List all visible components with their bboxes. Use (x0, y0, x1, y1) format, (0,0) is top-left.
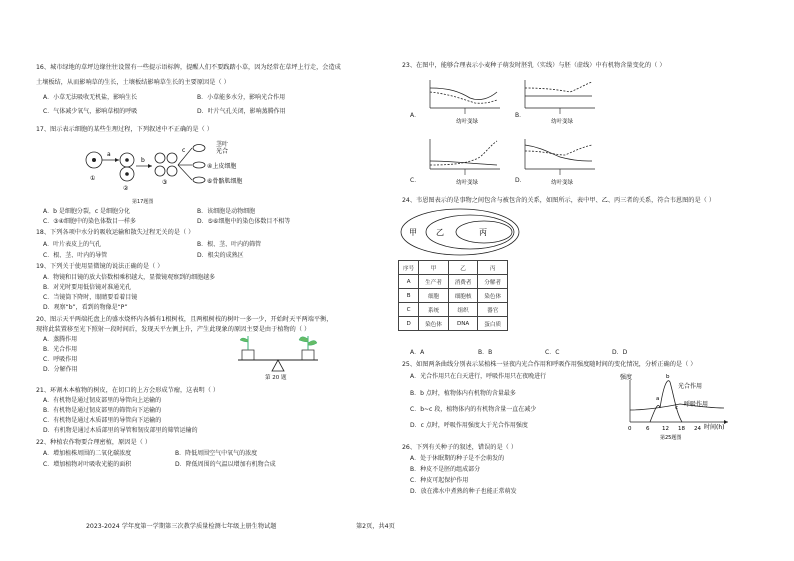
q26-option-d: D．放在沸水中煮熟的种子也能正常萌发 (410, 488, 517, 495)
q20-option-c: C．呼吸作用 (43, 356, 78, 363)
q25-chart (620, 372, 740, 442)
q17-side-label2: 光合 (216, 148, 229, 155)
q23-graph-c-xlabel: 幼叶变绿 (456, 180, 479, 186)
q26-stem: 26、下列有关种子的叙述，错误的是（ ） (402, 444, 518, 451)
q17-label3: ③ (162, 179, 168, 186)
table-cell: 染色体 (478, 289, 508, 303)
table-row (399, 289, 508, 303)
q25-xlabel: 时间(h) (704, 424, 725, 431)
table-cell: 消费者 (448, 275, 478, 289)
q24-label-jia: 甲 (409, 228, 417, 237)
table-cell: C (399, 303, 419, 317)
q23-graph-d (520, 137, 600, 187)
q21-stem: 21、环割木本植物的树皮，在切口的上方会形成节瘤，这表明（ ） (36, 387, 220, 394)
q20-option-d: D．分解作用 (43, 366, 78, 373)
q25-ylabel: 强度 (620, 374, 633, 381)
q19-option-c: C．当镜筒下降时，眼睛要看着目镜 (43, 294, 138, 301)
q24-table-header (399, 261, 508, 275)
table-row (399, 275, 508, 289)
table-cell: 细胞 (419, 289, 449, 303)
q25-curve1-label: 光合作用 (678, 383, 703, 390)
q25-tick-24: 24 (694, 426, 701, 432)
q19-option-d: D．观察“b”，看到的物像是“P” (43, 304, 128, 311)
footer-title: 2023-2024 学年度第一学期第三次教学质量检测七年级上册生物试题 (86, 523, 277, 530)
q23-graph-b (520, 78, 600, 126)
q25-option-d: D．c 点时，呼吸作用强度大于光合作用强度 (410, 422, 528, 429)
q17-label2: ② (123, 185, 129, 192)
q24-option-b: B．B (478, 349, 493, 356)
q17-side-label1: 茎叶 (216, 141, 229, 148)
q20-fig-caption: 第 20 题 (265, 375, 287, 381)
q17-option-a: A．b 是细胞分裂，c 是细胞分化 (43, 208, 131, 215)
q19-stem: 19、下列关于使用显微镜的说法正确的是（ ） (36, 263, 164, 270)
table-cell: B (399, 289, 419, 303)
q26-option-b: B．种皮不是胚的组成部分 (410, 466, 481, 473)
q19-option-b: B．对光时要用低倍镜对准通光孔 (43, 284, 132, 291)
q17-option-d: D．⑤⑥细胞中的染色体数目不相等 (197, 218, 291, 225)
q22-option-c: C．增加植物对叶吸收光能的面积 (43, 461, 132, 468)
q25-point-b: b (666, 374, 670, 380)
q17-text6: ⑥骨骼肌细胞 (207, 178, 243, 185)
q25-option-a: A．光合作用只在白天进行，呼吸作用只在夜晚进行 (410, 373, 547, 380)
q16-stem-line1: 16、城市绿地的草坪边缘往往设置有一些提示语标牌，提醒人们不要践踏小草，因为经常在草坪上行走，会造成 (36, 64, 341, 71)
q16-option-a: A．小草无法吸收无机盐，影响生长 (43, 94, 138, 101)
q20-balance-diagram (228, 334, 328, 374)
q21-option-c: C．有机物是通过木质部里的导管向下运输的 (43, 417, 162, 424)
q23-graph-a-xlabel: 幼叶变绿 (456, 119, 479, 125)
q24-th-3: 丙 (478, 261, 508, 275)
table-cell: 组织 (448, 303, 478, 317)
q23-option-c: C． (410, 177, 421, 184)
q16-option-c: C．气体减少氧气，影响草根的呼吸 (43, 108, 138, 115)
q18-option-b: B．根、茎、叶内的筛管 (197, 241, 262, 248)
q23-option-b: B． (515, 112, 526, 119)
q17-cell-diagram (74, 138, 284, 203)
q26-option-a: A．处于休眠期的种子是不会萌发的 (410, 455, 505, 462)
q20-option-b: B．光合作用 (43, 346, 78, 353)
table-cell: 生产者 (419, 275, 449, 289)
table-cell: DNA (448, 317, 478, 331)
q23-graph-b-xlabel: 幼叶变绿 (551, 119, 574, 125)
table-cell: 蛋白质 (478, 317, 508, 331)
q25-point-c: c (675, 405, 679, 411)
q25-option-c: C．b~c 段，植物体内的有机物含量一直在减少 (410, 406, 537, 413)
q17-option-b: B．该细胞是动物细胞 (197, 208, 256, 215)
q22-option-a: A．增加植株周围的二氧化碳浓度 (43, 450, 132, 457)
q24-option-a: A．A (410, 349, 425, 356)
q19-option-a: A．物镜和目镜的放大倍数相乘积越大，显微镜观察到的细胞越多 (43, 274, 216, 281)
q16-option-d: D．叶片气孔关闭，影响蒸腾作用 (197, 108, 286, 115)
table-row (399, 303, 508, 317)
table-cell: 分解者 (478, 275, 508, 289)
q24-option-c: C．C (545, 349, 560, 356)
table-cell: 器官 (478, 303, 508, 317)
q17-text4: ④上皮细胞 (207, 163, 237, 170)
q25-fig-caption: 第25题图 (660, 435, 682, 441)
q20-option-a: A．蒸腾作用 (43, 336, 78, 343)
q18-stem: 18、下列各项中水分的吸收运输和散失过程无关的是（ ） (36, 229, 195, 236)
q22-option-d: D．降低周围的气温以增加有机物合成 (175, 461, 276, 468)
table-cell: A (399, 275, 419, 289)
q24-option-d: D．D (612, 349, 628, 356)
q20-stem-line1: 20、图示天平两端托盘上的盛水烧杯内各插有1根树枝，且两根树枝的树叶一多一少，开始时天平两端平衡， (36, 316, 333, 323)
svg-text:b: b (141, 157, 145, 164)
q23-option-a: A． (410, 112, 421, 119)
footer-page-number: 第2页，共4页 (356, 523, 395, 530)
q24-label-yi: 乙 (436, 228, 444, 237)
q25-tick-12: 12 (662, 426, 669, 432)
q18-option-a: A．叶片表皮上的气孔 (43, 241, 102, 248)
table-cell: D (399, 317, 419, 331)
q17-stem: 17、图示表示细胞的某些生理过程，下列叙述中不正确的是（ ） (36, 126, 213, 133)
q25-option-b: B．b 点时，植物体内有机物的含量最多 (410, 390, 516, 397)
svg-text:a: a (107, 151, 111, 158)
q21-option-a: A．有机物是通过韧皮部里的导管向上运输的 (43, 397, 162, 404)
q23-graph-a (425, 78, 505, 126)
q21-option-d: D．有机物是通过木质部里的导管和韧皮部里的筛管运输的 (43, 427, 198, 434)
q24-table (398, 260, 508, 331)
q17-fig-caption: 第17题图 (132, 199, 154, 205)
table-cell: 细胞核 (448, 289, 478, 303)
q21-option-b: B．有机物是通过韧皮部里的筛管向下运输的 (43, 407, 162, 414)
q16-stem-line2: 土壤板结，从而影响草的生长，土壤板结影响草生长的主要原因是（ ） (36, 79, 230, 86)
q26-option-c: C．种皮可起保护作用 (410, 477, 469, 484)
q17-label1: ① (90, 175, 96, 182)
q25-point-a: a (656, 396, 660, 402)
q18-option-d: D．根尖的成熟区 (197, 252, 244, 259)
q23-stem: 23、在图中，能够合理表示小麦种子萌发时胚乳（实线）与胚（虚线）中有机物含量变化的（ ） (402, 62, 666, 69)
table-cell: 染色体 (419, 317, 449, 331)
table-cell: 系统 (419, 303, 449, 317)
q22-stem: 22、种植农作物要合理密植，原因是（ ） (36, 439, 152, 446)
q23-graph-d-xlabel: 幼叶变绿 (551, 180, 574, 186)
q25-curve2-label: 呼吸作用 (684, 401, 709, 408)
q24-venn-diagram (398, 205, 522, 257)
q24-th-1: 甲 (419, 261, 449, 275)
q24-th-2: 乙 (448, 261, 478, 275)
q25-tick-0: 0 (628, 426, 632, 432)
q24-th-0: 序号 (399, 261, 419, 275)
q18-option-c: C．根、茎、叶内的导管 (43, 252, 108, 259)
q24-label-bing: 丙 (479, 228, 487, 237)
table-row (399, 317, 508, 331)
q22-option-b: B．降低周围空气中氧气的浓度 (175, 450, 258, 457)
q23-graph-c (425, 137, 505, 187)
q25-tick-18: 18 (678, 426, 685, 432)
q25-stem: 25、如图两条曲线分别表示某植株一昼夜内光合作用和呼吸作用强度随时间的变化情况，分析正确的是（ ） (402, 361, 697, 368)
q17-option-c: C．③④细胞中的染色体数目一样多 (43, 218, 136, 225)
q24-stem: 24、韦恩图表示的是事物之间包含与被包含的关系，如图所示，表中甲、乙、丙三者的关系，符合韦恩图的是（ ） (402, 197, 716, 204)
svg-text:c: c (182, 147, 186, 154)
q20-stem-line2: 现将此装置移至光下照射一段时间后，发现天平左侧上升，产生此现象的原因主要是由于植物的（ ） (36, 326, 311, 333)
q16-option-b: B．小草能多水分，影响光合作用 (197, 94, 286, 101)
q25-tick-6: 6 (646, 426, 650, 432)
q23-option-d: D． (515, 177, 526, 184)
